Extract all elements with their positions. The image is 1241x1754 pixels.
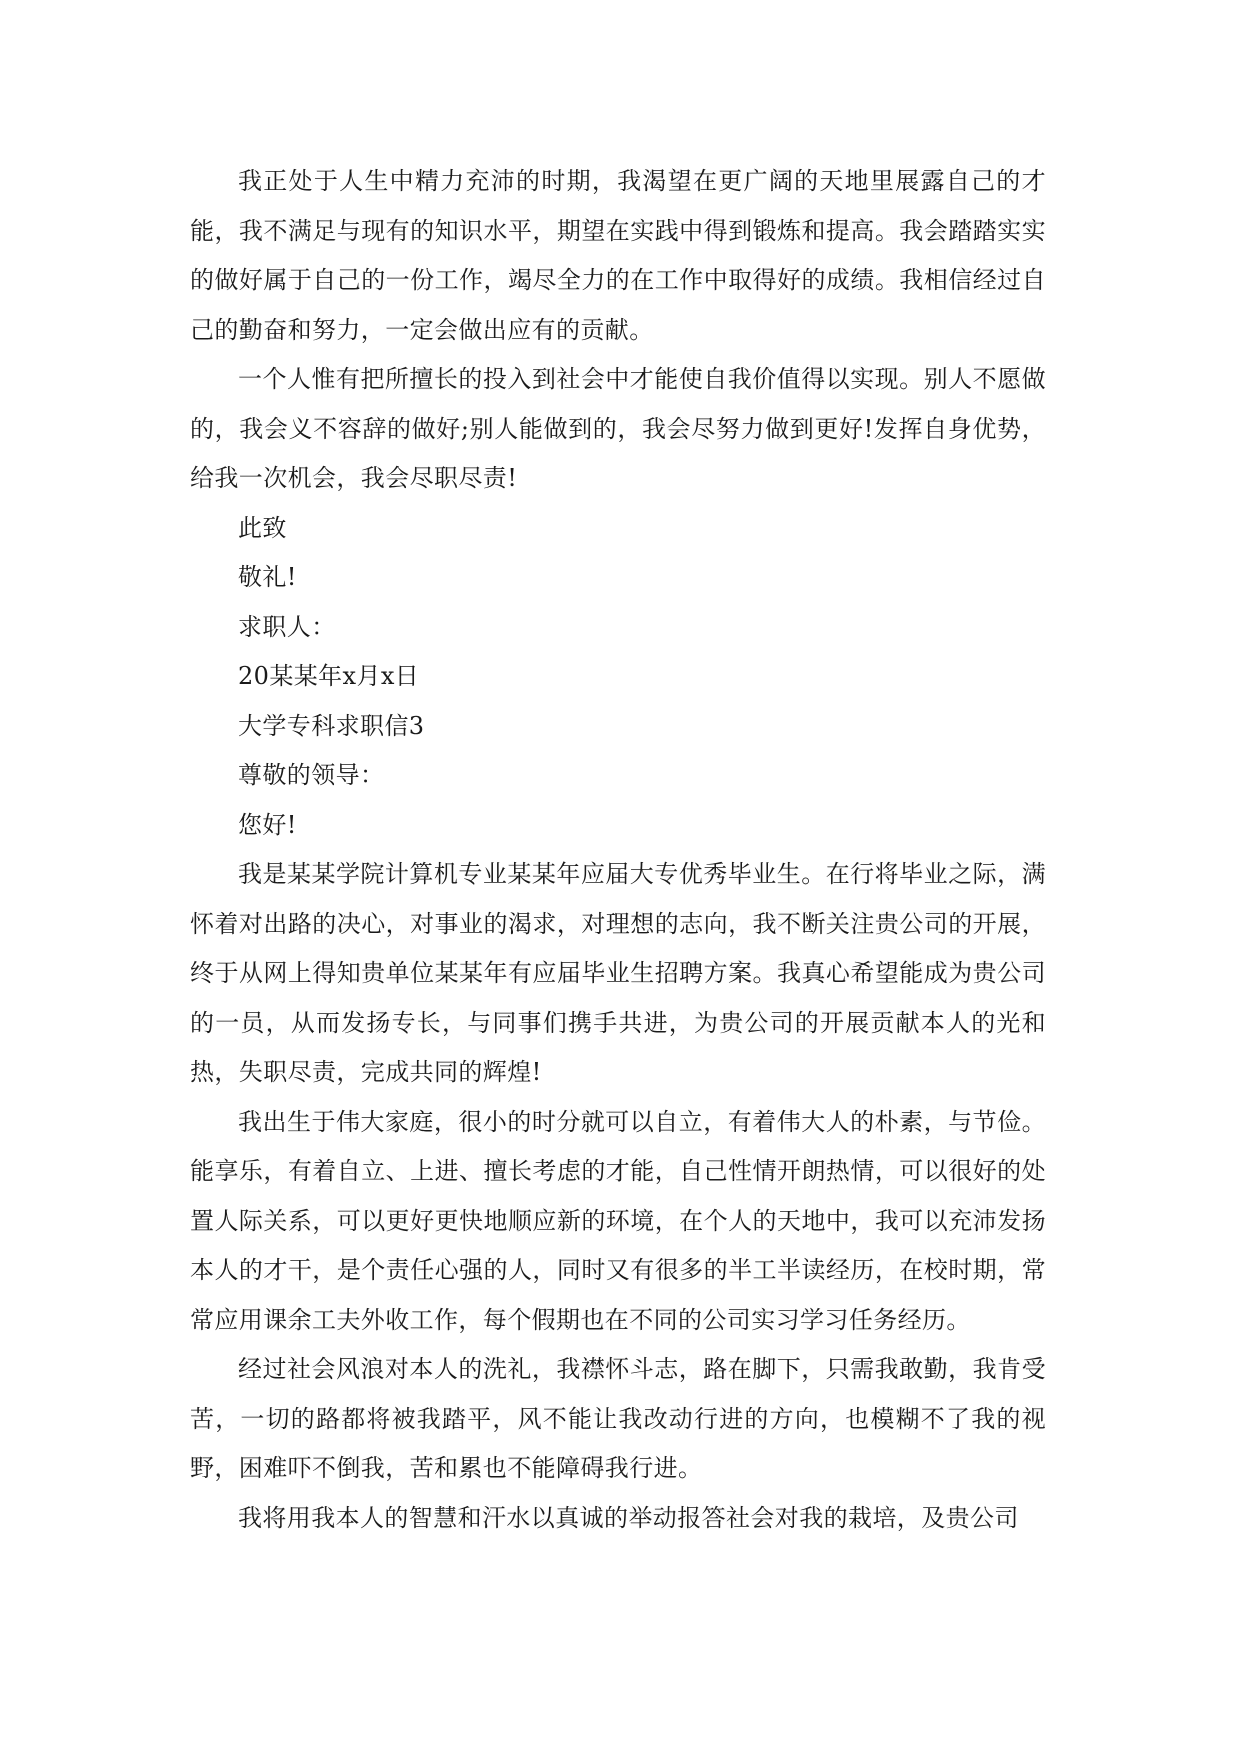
letter-title: 大学专科求职信3: [238, 711, 425, 740]
paragraph-ambition: 我正处于人生中精力充沛的时期，我渴望在更广阔的天地里展露自己的才能，我不满足与现有的知识水平，期望在实践中得到锻炼和提高。我会踏踏实实的做好属于自己的一份工作，竭尽全力的在工作中取得好的成绩。我相信经过自己的勤奋和努力，一定会做出应有的贡献。: [190, 167, 1046, 344]
paragraph-introduction: 我是某某学院计算机专业某某年应届大专优秀毕业生。在行将毕业之际，满怀着对出路的决心，对事业的渴求，对理想的志向，我不断关注贵公司的开展，终于从网上得知贵单位某某年有应届毕业生招聘方案。我真心希望能成为贵公司的一员，从而发扬专长，与同事们携手共进，为贵公司的开展贡献本人的光和热，失职尽责，完成共同的辉煌!: [190, 860, 1046, 1086]
closing-salutation: 此致: [238, 513, 287, 542]
paragraph-background: 我出生于伟大家庭，很小的时分就可以自立，有着伟大人的朴素，与节俭。能享乐，有着自立、上进、擅长考虑的才能，自己性情开朗热情，可以很好的处置人际关系，可以更好更快地顺应新的环境，在个人的天地中，我可以充沛发扬本人的才干，是个责任心强的人，同时又有很多的半工半读经历，在校时期，常常应用课余工夫外收工作，每个假期也在不同的公司实习学习任务经历。: [190, 1107, 1046, 1334]
letter-greeting: 您好!: [238, 810, 297, 839]
closing-regards: 敬礼!: [238, 563, 297, 591]
paragraph-self-value: 一个人惟有把所擅长的投入到社会中才能使自我价值得以实现。别人不愿做的，我会义不容辞的做好;别人能做到的，我会尽努力做到更好!发挥自身优势，给我一次机会，我会尽职尽责!: [190, 365, 1046, 492]
letter-date: 20某某年x月x日: [238, 662, 420, 690]
letter-body: [190, 157, 1046, 1543]
paragraph-commitment: 我将用我本人的智慧和汗水以真诚的举动报答社会对我的栽培，及贵公司: [238, 1503, 1019, 1532]
paragraph-resilience: 经过社会风浪对本人的洗礼，我襟怀斗志，路在脚下，只需我敢勤，我肯受苦，一切的路都将被我踏平，风不能让我改动行进的方向，也模糊不了我的视野，困难吓不倒我，苦和累也不能障碍我行进。: [190, 1355, 1046, 1482]
applicant-signature-label: 求职人：: [238, 612, 336, 641]
letter-addressee: 尊敬的领导：: [238, 761, 385, 789]
